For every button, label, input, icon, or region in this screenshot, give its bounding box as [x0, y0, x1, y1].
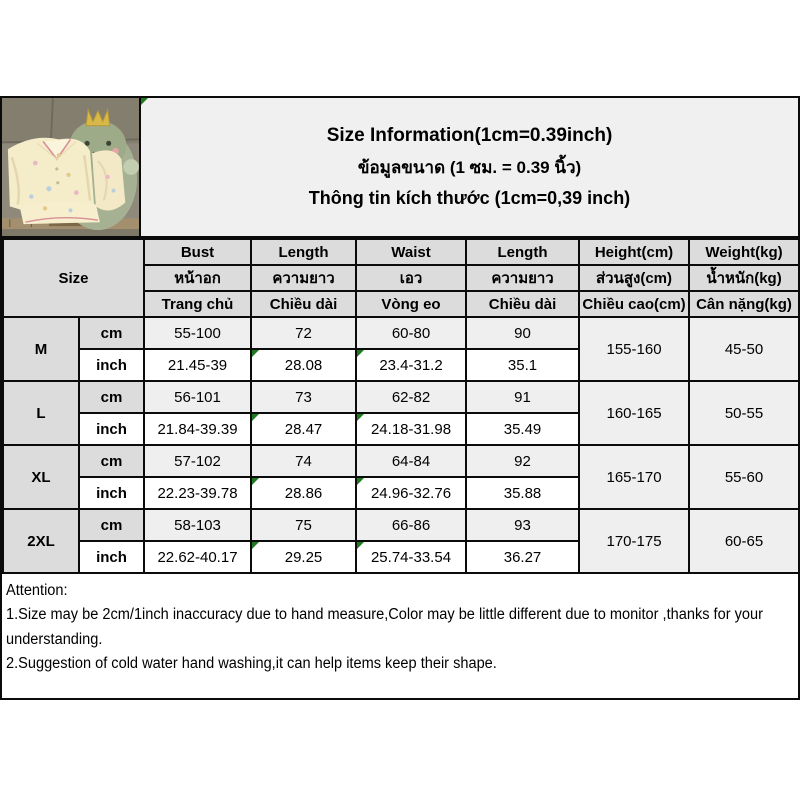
title-english: Size Information(1cm=0.39inch): [326, 125, 613, 146]
l-length2-inch: 35.49: [466, 413, 579, 445]
attention-heading: Attention:: [6, 582, 68, 599]
m-length2-inch: 35.1: [466, 349, 579, 381]
xl-waist-inch: 24.96-32.76: [356, 477, 466, 509]
row-2xl-cm: [3, 509, 799, 541]
m-length-cm: 72: [251, 317, 356, 349]
2xl-waist-cm: 66-86: [356, 509, 466, 541]
l-height: 160-165: [579, 381, 689, 445]
2xl-bust-inch: 22.62-40.17: [144, 541, 251, 573]
m-length-inch: 28.08: [251, 349, 356, 381]
m-weight: 45-50: [689, 317, 799, 381]
m-bust-cm: 55-100: [144, 317, 251, 349]
col-height-en: Height(cm): [579, 239, 689, 265]
col-length2-vi: Chiều dài: [466, 291, 579, 317]
col-waist-en: Waist: [356, 239, 466, 265]
col-height-vi: Chiều cao(cm): [579, 291, 689, 317]
col-bust-en: Bust: [144, 239, 251, 265]
m-unit-inch: inch: [79, 349, 144, 381]
2xl-bust-cm: 58-103: [144, 509, 251, 541]
xl-length-cm: 74: [251, 445, 356, 477]
cell-corner-marker-icon: [141, 98, 148, 105]
col-bust-vi: Trang chủ: [144, 291, 251, 317]
m-bust-inch: 21.45-39: [144, 349, 251, 381]
row-l-cm: [3, 381, 799, 413]
product-photo: [2, 98, 141, 236]
m-waist-cm: 60-80: [356, 317, 466, 349]
l-bust-cm: 56-101: [144, 381, 251, 413]
2xl-waist-inch: 25.74-33.54: [356, 541, 466, 573]
col-waist-vi: Vòng eo: [356, 291, 466, 317]
m-waist-inch: 23.4-31.2: [356, 349, 466, 381]
col-length2-th: ความยาว: [466, 265, 579, 291]
col-weight-th: น้ำหนัก(kg): [689, 265, 799, 291]
xl-bust-cm: 57-102: [144, 445, 251, 477]
col-length2-en: Length: [466, 239, 579, 265]
size-information-title-cell: [141, 98, 798, 236]
col-weight-en: Weight(kg): [689, 239, 799, 265]
size-table: [2, 238, 800, 574]
m-height: 155-160: [579, 317, 689, 381]
size-m-label: M: [3, 317, 79, 381]
xl-waist-cm: 64-84: [356, 445, 466, 477]
l-weight: 50-55: [689, 381, 799, 445]
cell-corner-marker-icon: [357, 478, 364, 485]
l-length-cm: 73: [251, 381, 356, 413]
col-length-vi: Chiều dài: [251, 291, 356, 317]
xl-bust-inch: 22.23-39.78: [144, 477, 251, 509]
cell-corner-marker-icon: [252, 478, 259, 485]
l-waist-inch: 24.18-31.98: [356, 413, 466, 445]
xl-unit-cm: cm: [79, 445, 144, 477]
row-m-cm: [3, 317, 799, 349]
attention-note-1: 1.Size may be 2cm/1inch inaccuracy due to hand measure,Color may be little different due to monitor ,thanks for your understanding.: [6, 606, 763, 648]
2xl-unit-inch: inch: [79, 541, 144, 573]
col-height-th: ส่วนสูง(cm): [579, 265, 689, 291]
col-weight-vi: Cân nặng(kg): [689, 291, 799, 317]
title-thai: ข้อมูลขนาด (1 ซม. = 0.39 นิ้ว): [357, 158, 582, 177]
l-unit-cm: cm: [79, 381, 144, 413]
l-unit-inch: inch: [79, 413, 144, 445]
chart-frame: [0, 96, 800, 700]
size-header: Size: [3, 239, 144, 317]
2xl-height: 170-175: [579, 509, 689, 573]
col-length-th: ความยาว: [251, 265, 356, 291]
size-l-label: L: [3, 381, 79, 445]
product-photo-illustration: [2, 98, 139, 236]
l-bust-inch: 21.84-39.39: [144, 413, 251, 445]
cell-corner-marker-icon: [357, 350, 364, 357]
cell-corner-marker-icon: [357, 542, 364, 549]
2xl-length2-cm: 93: [466, 509, 579, 541]
m-length2-cm: 90: [466, 317, 579, 349]
attention-section: [2, 574, 798, 698]
xl-unit-inch: inch: [79, 477, 144, 509]
row-xl-cm: [3, 445, 799, 477]
attention-note-2: 2.Suggestion of cold water hand washing,it can help items keep their shape.: [6, 655, 497, 673]
top-band: [2, 98, 798, 238]
col-waist-th: เอว: [356, 265, 466, 291]
l-waist-cm: 62-82: [356, 381, 466, 413]
xl-length-inch: 28.86: [251, 477, 356, 509]
title-vietnamese: Thông tin kích thước (1cm=0,39 inch): [308, 188, 631, 208]
m-unit-cm: cm: [79, 317, 144, 349]
2xl-length2-inch: 36.27: [466, 541, 579, 573]
col-length-en: Length: [251, 239, 356, 265]
l-length2-cm: 91: [466, 381, 579, 413]
2xl-weight: 60-65: [689, 509, 799, 573]
size-xl-label: XL: [3, 445, 79, 509]
l-length-inch: 28.47: [251, 413, 356, 445]
size-2xl-label: 2XL: [3, 509, 79, 573]
xl-height: 165-170: [579, 445, 689, 509]
attention-text: [6, 579, 794, 677]
xl-length2-inch: 35.88: [466, 477, 579, 509]
2xl-unit-cm: cm: [79, 509, 144, 541]
cell-corner-marker-icon: [252, 350, 259, 357]
xl-length2-cm: 92: [466, 445, 579, 477]
2xl-length-cm: 75: [251, 509, 356, 541]
cell-corner-marker-icon: [357, 414, 364, 421]
header-row-english: [3, 239, 799, 265]
2xl-length-inch: 29.25: [251, 541, 356, 573]
col-bust-th: หน้าอก: [144, 265, 251, 291]
cell-corner-marker-icon: [252, 414, 259, 421]
xl-weight: 55-60: [689, 445, 799, 509]
cell-corner-marker-icon: [252, 542, 259, 549]
